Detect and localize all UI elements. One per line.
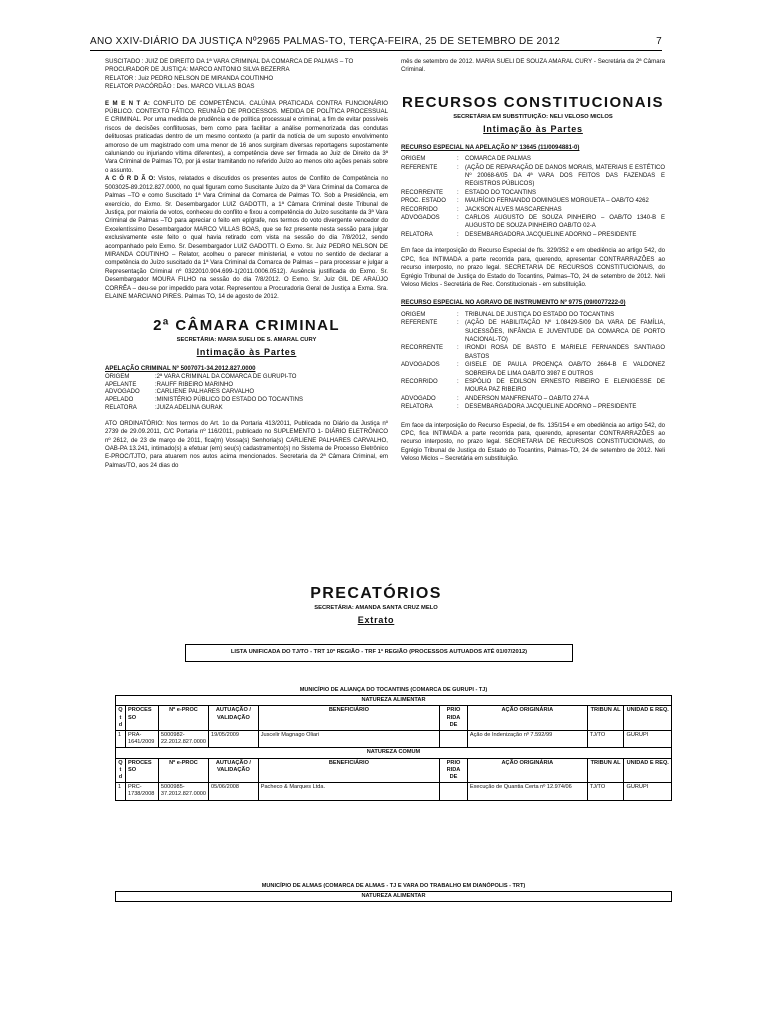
extrato-label: Extrato xyxy=(357,615,395,625)
lista-unificada-title: LISTA UNIFICADA DO TJ/TO - TRT 10ª REGIÃO - TRF 1ª REGIÃO (PROCESSOS AUTUADOS ATÉ 01/07/2012) xyxy=(186,645,573,662)
natureza-label: NATUREZA COMUM xyxy=(116,748,672,758)
apelacao-fields xyxy=(105,374,388,413)
natureza-label: NATUREZA ALIMENTAR xyxy=(116,892,672,902)
cell-beneficiario: Pacheco & Marques Ltda. xyxy=(258,783,439,800)
field-value: :JUIZA ADELINA GURAK xyxy=(155,404,223,411)
intro-line: RELATOR P/ACÓRDÃO : Des. MARCO VILLAS BOAS xyxy=(105,83,255,91)
intro-line: PROCURADOR DE JUSTIÇA: MARCO ANTONIO SILVA BEZERRA xyxy=(105,66,290,74)
field-value: :CARLIENE PALHARES CARVALHO xyxy=(155,389,255,396)
cell-unidade: GURUPI xyxy=(624,731,672,748)
cell-qtd: 1 xyxy=(116,731,126,748)
field-value: :RAUFF RIBEIRO MARINHO xyxy=(155,381,234,388)
field-value: ANDERSON MANFRENATO – OAB/TO 274-A xyxy=(465,395,590,402)
field-value: TRIBUNAL DE JUSTIÇA DO ESTADO DO TOCANTINS xyxy=(465,311,615,318)
field-label: RECORRENTE xyxy=(401,345,444,352)
col-header: UNIDAD E REQ. xyxy=(624,758,672,783)
field-label: ADVOGADOS xyxy=(401,215,440,222)
cell-acao: Execução de Quantia Certa nº 12.974/06 xyxy=(467,783,587,800)
precatorios-section xyxy=(90,584,662,627)
field-sep: : xyxy=(457,198,459,205)
col-header: BENEFICIÁRIO xyxy=(258,758,439,783)
cell-prioridade xyxy=(440,783,468,800)
field-label: APELADO xyxy=(105,397,134,404)
cell-prioridade xyxy=(440,731,468,748)
col-header: AUTUAÇÃO / VALIDAÇÃO xyxy=(209,758,259,783)
precatorios-table-almas xyxy=(115,882,672,902)
ementa-text: CONFLITO DE COMPETÊNCIA. CALÚNIA PRATICADA CONTRA FUNCIONÁRIO PÚBLICO. CONTEXTO FÁTICO. REUNIÃO DE PROCESSOS. MEDIDA DE POLÍTICA PROCESSUAL E CRIMINAL. Por uma medida de prudência e de política processual e criminal, a fim de evitar possíveis riscos de decisões conflituosas, bem como para facilitar a análise pormenorizada das condutas delituosas praticadas dentro de um mesmo contexto (a partir da notícia de um suposto envolvimento amoroso de um magistrado com uma menor de 16 anos surgiram diversas reportagens supostamente caluniando ou injuriando vítima diferentes), a competência deve ser firmada ao Juiz de Direito da 3ª Vara Criminal de Palmas TO, por já estar tramitando no referido Juízo ao menos oito ações penais sobre o assunto. xyxy=(105,99,388,174)
page-header xyxy=(90,36,662,47)
field-sep: : xyxy=(457,231,459,238)
field-label: RECORRENTE xyxy=(401,189,444,196)
acordao-label: A C Ó R D Ã O: xyxy=(105,175,156,183)
field-sep: : xyxy=(457,206,459,213)
lista-unificada-table xyxy=(185,644,573,662)
right-column xyxy=(401,58,665,464)
col-header: AÇÃO ORIGINÁRIA xyxy=(467,706,587,731)
acordao-paragraph xyxy=(105,175,388,301)
camara-intimacao: Intimação às Partes xyxy=(196,347,297,358)
camara-secretary: SECRETÁRIA: MARIA SUELI DE S. AMARAL CURY xyxy=(176,337,317,344)
field-sep: : xyxy=(457,345,459,352)
recurso1-text: Em face da interposição do Recurso Especial de fls. 329/352 e em obediência ao artigo 542, do CPC, fica INTIMADA a parte recorrida para, querendo, apresentar CONTRARRAZÕES ao recurso interposto, no prazo legal. SECRETARIA DE RECURSOS CONSTITUCIONAIS, do Egrégio Tribunal de Justiça do Estado do Tocantins, Palmas–TO, 24 de setembro de 2012. Neli Veloso Miclos - Secretária de Rec. Constitucionais - em substituição. xyxy=(401,247,665,288)
col-header: AUTUAÇÃO / VALIDAÇÃO xyxy=(209,706,259,731)
field-label: RELATORA xyxy=(105,404,137,411)
col-header: Nº e-PROC xyxy=(158,706,208,731)
field-label: RECORRIDO xyxy=(401,206,438,213)
field-value: :2ª VARA CRIMINAL DA COMARCA DE GURUPI-TO xyxy=(155,373,297,380)
field-value: (AÇÃO DE REPARAÇÃO DE DANOS MORAIS, MATERIAIS E ESTÉTICO Nº 20068-6/05 DA 4ª VARA DOS FEITOS DAS FAZENDAS E REGISTROS PÚBLICOS) xyxy=(465,164,665,188)
cell-tribunal: TJ/TO xyxy=(587,783,624,800)
field-label: RELATORA xyxy=(401,231,433,238)
cell-beneficiario: Juscelir Magnago Oliari xyxy=(258,731,439,748)
cell-processo: PRA-1641/2009 xyxy=(125,731,158,748)
field-sep: : xyxy=(457,189,459,196)
field-value: MAURÍCIO FERNANDO DOMINGUES MORGUETA – OAB/TO 4262 xyxy=(465,198,649,205)
municipio-title: MUNICÍPIO DE ALIANÇA DO TOCANTINS (COMARCA DE GURUPI - TJ) xyxy=(116,686,672,696)
field-value: DESEMBARGADORA JACQUELINE ADORNO – PRESIDENTE xyxy=(465,404,637,411)
field-sep: : xyxy=(457,378,459,385)
cell-processo: PRC-1738/2008 xyxy=(125,783,158,800)
cell-qtd: 1 xyxy=(116,783,126,800)
col-header: Q t d xyxy=(116,706,126,731)
table-row xyxy=(116,731,672,748)
intro-line: SUSCITADO : JUIZ DE DIREITO DA 1ª VARA CRIMINAL DA COMARCA DE PALMAS – TO xyxy=(105,58,354,65)
cell-tribunal: TJ/TO xyxy=(587,731,624,748)
field-value: ESPÓLIO DE EDILSON ERNESTO RIBEIRO E ELENIGESSE DE MOURA PAZ RIBEIRO xyxy=(465,378,665,394)
recurso1-fields xyxy=(401,155,665,239)
col-header: PRIO RIDA DE xyxy=(440,706,468,731)
table-header-row xyxy=(116,706,672,731)
col-header: AÇÃO ORIGINÁRIA xyxy=(467,758,587,783)
precatorios-table-alianca xyxy=(115,686,672,801)
field-value: GISELE DE PAULA PROENÇA OAB/TO 2664-B E VALDONEZ SOBREIRA DE LIMA OAB/TO 3987 E OUTROS xyxy=(465,362,665,377)
col-header: PRIO RIDA DE xyxy=(440,758,468,783)
ato-ordinatorio: ATO ORDINATÓRIO: Nos termos do Art. 1o da Portaria 413/2011, Publicada no Diário da Justiça nº 2739 de 29.09.2011, C/C Portaria nº 116/2011, publicado no SUPLEMENTO 1- DIÁRIO ELETRÔNICO nº 2612, de 23 de março de 2011, fica(m) Vossa(s) Senhoria(s) CARLIENE PALHARES CARVALHO, OAB-PA 13.241, intimado(s) a efetuar (em) seu(s) cadastramento(s) no Sistema de Processo Eletrônico E-PROC/TJTO, para atuarem nos autos acima mencionados. Secretaria da 2ª Câmara Criminal, em Palmas/TO, aos 24 dias do xyxy=(105,419,388,469)
page-number: 7 xyxy=(656,36,662,47)
field-label: ORIGEM xyxy=(105,373,130,380)
field-value: (AÇÃO DE HABILITAÇÃO Nº 1.08429-5/09 DA VARA DE FAMÍLIA, SUCESSÕES, INFÂNCIA E JUVENTUDE DA COMARCA DE PORTO NACIONAL-TO) xyxy=(465,320,665,343)
precatorios-secretary: SECRETÁRIA: AMANDA SANTA CRUZ MELO xyxy=(314,605,438,611)
recursos-intimacao: Intimação às Partes xyxy=(483,123,583,134)
field-label: PROC. ESTADO xyxy=(401,198,446,205)
field-label: RECORRIDO xyxy=(401,378,438,385)
recursos-title: RECURSOS CONSTITUCIONAIS xyxy=(402,93,664,111)
field-label: ORIGEM xyxy=(401,156,426,163)
col-header: Q t d xyxy=(116,758,126,783)
field-value: ESTADO DO TOCANTINS xyxy=(465,189,537,196)
recurso1-title: RECURSO ESPECIAL NA APELAÇÃO Nº 13645 (11/0094881-0) xyxy=(401,143,580,151)
field-label: APELANTE xyxy=(105,381,137,388)
cell-autuacao: 19/05/2009 xyxy=(209,731,259,748)
field-value: DESEMBARGADORA JACQUELINE ADORNO – PRESIDENTE xyxy=(465,231,637,238)
field-value: CARLOS AUGUSTO DE SOUZA PINHEIRO – OAB/TO 1340-B E AUGUSTO DE SOUZA PINHEIRO OAB/TO 02-A xyxy=(465,215,665,230)
continued-text: mês de setembro de 2012. MARIA SUELI DE SOUZA AMARAL CURY - Secretária da 2ª Câmara Criminal. xyxy=(401,58,665,74)
field-label: ORIGEM xyxy=(401,311,426,318)
recursos-secretary: SECRETÁRIA EM SUBSTITUIÇÃO: NELI VELOSO MICLOS xyxy=(453,113,613,120)
field-sep: : xyxy=(457,362,459,369)
recurso2-title: RECURSO ESPECIAL NO AGRAVO DE INSTRUMENTO Nº 9775 (09/0077222-0) xyxy=(401,299,626,307)
field-label: REFERENTE xyxy=(401,320,438,327)
cell-acao: Ação de Indenização nº 7.592/99 xyxy=(467,731,587,748)
ementa-label: E M E N T A: xyxy=(105,99,150,107)
header-title: ANO XXIV-DIÁRIO DA JUSTIÇA Nº2965 PALMAS-TO, TERÇA-FEIRA, 25 DE SETEMBRO DE 2012 xyxy=(90,36,561,47)
recurso2-text: Em face da interposição do Recurso Especial, de fls. 135/154 e em obediência ao artigo 542, do CPC, fica INTIMADA a parte recorrida para, querendo, apresentar CONTRARRAZÕES ao recurso interposto, no prazo legal. SECRETARIA DE RECURSOS CONSTITUCIONAIS, do Egrégio Tribunal de Justiça do Estado do Tocantins, Palmas-TO, 24 de setembro de 2012. Neli Veloso Miclos – Secretária em substituição. xyxy=(401,421,665,463)
field-sep: : xyxy=(457,164,459,171)
municipio-title: MUNICÍPIO DE ALMAS (COMARCA DE ALMAS - TJ E VARA DO TRABALHO EM DIANÓPOLIS - TRT) xyxy=(116,882,672,892)
table-row xyxy=(116,783,672,800)
acordao-text: Vistos, relatados e discutidos os presentes autos de Conflito de Competência no 5003025-89.2012.827.0000, no qual figuram como Suscitante Juízo da 3ª Vara Criminal da Comarca de Palmas –TO e como Suscitado 1ª Vara Criminal da Comarca de Palmas TO. Sob a Presidência, em exercício, do Exmo. Sr. Desembargador LUIZ GADOTTI, a 1ª Câmara Criminal deste Tribunal de Justiça, por maioria de votos, conheceu do conflito e fixou a competência do Juízo suscitante da 3ª Vara Criminal de Palmas –TO para apreciar o feito em epígrafe, nos termos do voto divergente vencedor do Excelentíssimo Desembargador MARCO VILLAS BOAS, que se fez presente nesta sessão para julgar exclusivamente este feito o qual havia retirado com vista na sessão do dia 7/8/2012, sendo acompanhado pelo Exmo. Sr. Desembargador LUIZ GADOTTI. O Exmo. Sr. Juiz PEDRO NELSON DE MIRANDA COUTINHO – Relator, acolheu o parecer ministerial, e votou no sentido de declarar a competência do Juízo suscitado da 1ª Vara Criminal da Comarca de Palmas – para processar e julgar a Representação Criminal nº 0322010.904.699-1(2011.0006.0512). Ausência justificada do Exmo. Sr. Desembargador MOURA FILHO na sessão do dia 7/8/2012. O Exmo. Sr. Juiz GIL DE ARAÚJO CORRÊA – deu-se por impedido para votar. Representou a Procuradoria Geral de Justiça a Exma. Sra. ELAINE MARCIANO PIRES. Palmas TO, 14 de agosto de 2012. xyxy=(105,175,388,300)
field-label: RELATORA xyxy=(401,404,433,411)
field-sep: : xyxy=(457,395,459,402)
field-sep: : xyxy=(457,311,459,318)
precatorios-title: PRECATÓRIOS xyxy=(310,585,442,602)
col-header: BENEFICIÁRIO xyxy=(258,706,439,731)
intro-line: RELATOR : Juiz PEDRO NELSON DE MIRANDA COUTINHO xyxy=(105,74,274,82)
apelacao-title: APELAÇÃO CRIMINAL Nº 5007071-34.2012.827.0000 xyxy=(105,365,256,373)
field-sep: : xyxy=(457,215,459,222)
field-sep: : xyxy=(457,320,459,327)
field-value: IRONDI ROSA DE BASTO E MARIELE FERNANDES SANTIAGO BASTOS xyxy=(465,345,665,360)
col-header: PROCES SO xyxy=(125,758,158,783)
camara-title: 2ª CÂMARA CRIMINAL xyxy=(153,317,340,335)
cell-unidade: GURUPI xyxy=(624,783,672,800)
field-value: JACKSON ALVES MASCARENHAS xyxy=(465,206,562,213)
recurso2-fields xyxy=(401,311,665,412)
col-header: TRIBUN AL xyxy=(587,706,624,731)
cell-eproc: 5000982-22.2012.827.0000 xyxy=(158,731,208,748)
field-label: ADVOGADOS xyxy=(401,362,440,369)
field-sep: : xyxy=(457,156,459,163)
natureza-label: NATUREZA ALIMENTAR xyxy=(116,696,672,706)
field-value: COMARCA DE PALMAS xyxy=(465,156,531,163)
col-header: PROCES SO xyxy=(125,706,158,731)
field-value: :MINISTÉRIO PÚBLICO DO ESTADO DO TOCANTINS xyxy=(155,397,304,404)
col-header: UNIDAD E REQ. xyxy=(624,706,672,731)
header-rule xyxy=(90,50,662,51)
field-label: ADVOGADO xyxy=(105,389,140,396)
ementa-paragraph xyxy=(105,100,388,176)
cell-autuacao: 05/06/2008 xyxy=(209,783,259,800)
col-header: TRIBUN AL xyxy=(587,758,624,783)
col-header: Nº e-PROC xyxy=(158,758,208,783)
left-column xyxy=(105,58,388,470)
field-label: REFERENTE xyxy=(401,164,438,171)
field-label: ADVOGADO xyxy=(401,395,436,402)
field-sep: : xyxy=(457,404,459,411)
table-header-row xyxy=(116,758,672,783)
cell-eproc: 5000985-37.2012.827.0000 xyxy=(158,783,208,800)
